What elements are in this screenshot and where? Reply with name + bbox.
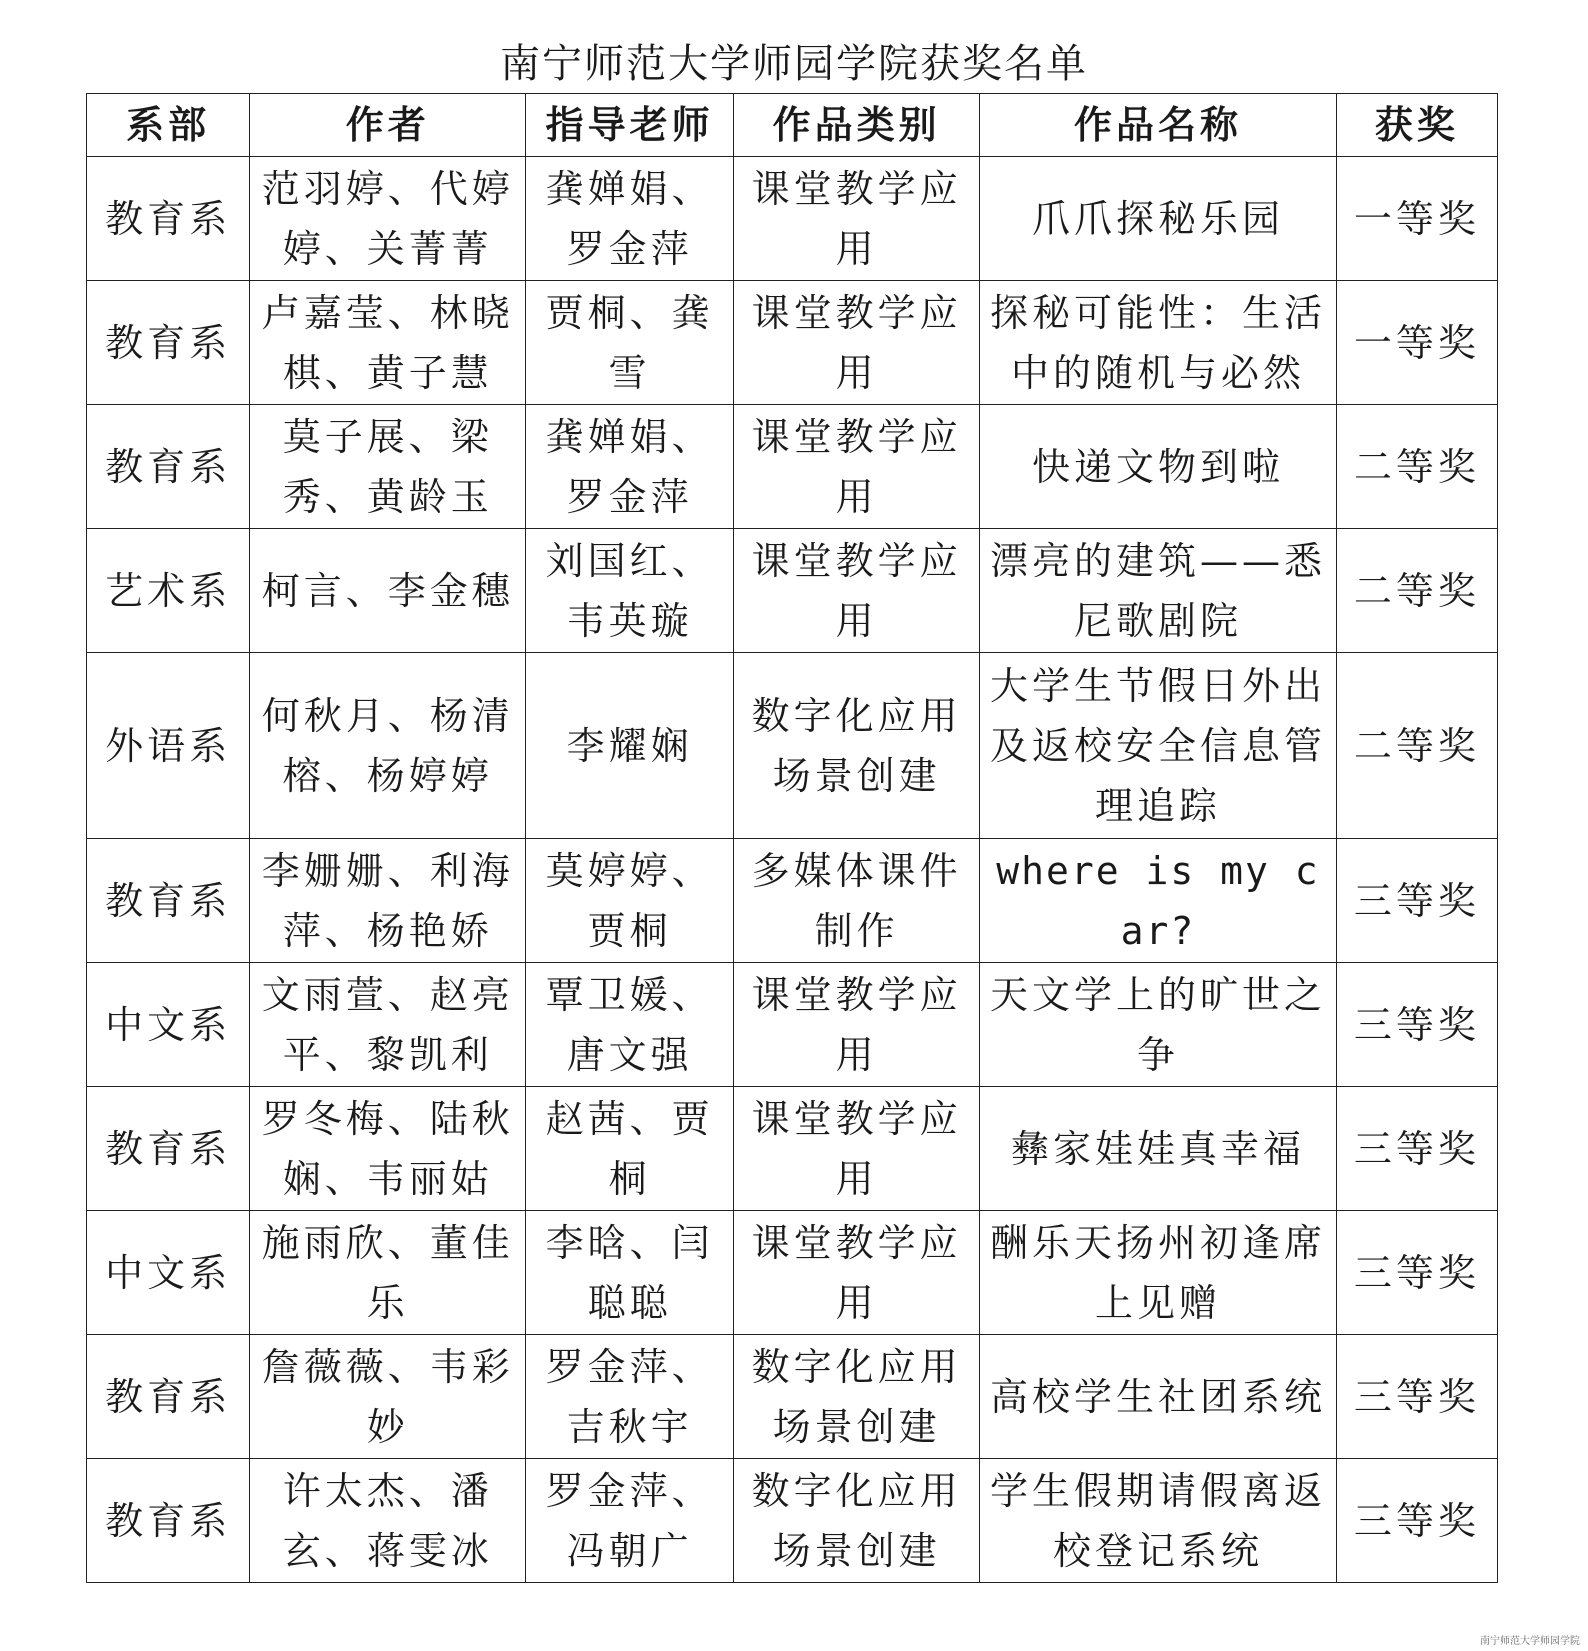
cell-category: 数字化应用场景创建 (734, 1459, 980, 1583)
cell-award: 二等奖 (1336, 405, 1497, 529)
cell-advisors: 罗金萍、冯朝广 (526, 1459, 734, 1583)
cell-authors: 范羽婷、代婷婷、关菁菁 (250, 157, 526, 281)
cell-advisors: 龚婵娟、罗金萍 (526, 157, 734, 281)
cell-category: 课堂教学应用 (734, 1211, 980, 1335)
cell-advisors: 贾桐、龚雪 (526, 281, 734, 405)
cell-dept: 艺术系 (87, 529, 250, 653)
cell-work: 高校学生社团系统 (980, 1335, 1336, 1459)
cell-dept: 教育系 (87, 839, 250, 963)
cell-advisors: 龚婵娟、罗金萍 (526, 405, 734, 529)
cell-authors: 许太杰、潘玄、蒋雯冰 (250, 1459, 526, 1583)
column-header-advisors: 指导老师 (526, 94, 734, 157)
cell-work: 探秘可能性：生活中的随机与必然 (980, 281, 1336, 405)
cell-work: 爪爪探秘乐园 (980, 157, 1336, 281)
cell-dept: 教育系 (87, 1459, 250, 1583)
cell-advisors: 刘国红、韦英璇 (526, 529, 734, 653)
table-row (87, 529, 1498, 653)
table-row (87, 1211, 1498, 1335)
cell-category: 课堂教学应用 (734, 963, 980, 1087)
cell-dept: 中文系 (87, 1211, 250, 1335)
cell-award: 三等奖 (1336, 1459, 1497, 1583)
cell-authors: 何秋月、杨清榕、杨婷婷 (250, 653, 526, 839)
cell-authors: 柯言、李金穗 (250, 529, 526, 653)
cell-category: 多媒体课件制作 (734, 839, 980, 963)
cell-advisors: 莫婷婷、贾桐 (526, 839, 734, 963)
cell-award: 三等奖 (1336, 1211, 1497, 1335)
cell-category: 数字化应用场景创建 (734, 1335, 980, 1459)
table-row (87, 405, 1498, 529)
table-row (87, 281, 1498, 405)
cell-award: 二等奖 (1336, 653, 1497, 839)
cell-award: 一等奖 (1336, 281, 1497, 405)
page-title: 南宁师范大学师园学院获奖名单 (500, 41, 1088, 87)
cell-advisors: 李耀娴 (526, 653, 734, 839)
watermark: 南宁师范大学师园学院 (1480, 1636, 1580, 1647)
cell-authors: 罗冬梅、陆秋娴、韦丽姑 (250, 1087, 526, 1211)
cell-dept: 教育系 (87, 281, 250, 405)
cell-dept: 教育系 (87, 1087, 250, 1211)
column-header-authors: 作者 (250, 94, 526, 157)
cell-work: 酬乐天扬州初逢席上见赠 (980, 1211, 1336, 1335)
cell-authors: 文雨萱、赵亮平、黎凯利 (250, 963, 526, 1087)
cell-award: 三等奖 (1336, 963, 1497, 1087)
table-header-row (87, 94, 1498, 157)
cell-award: 三等奖 (1336, 1335, 1497, 1459)
cell-category: 课堂教学应用 (734, 157, 980, 281)
cell-dept: 外语系 (87, 653, 250, 839)
awards-table (86, 93, 1498, 1583)
cell-award: 一等奖 (1336, 157, 1497, 281)
table-row (87, 1459, 1498, 1583)
column-header-category: 作品类别 (734, 94, 980, 157)
cell-work: 快递文物到啦 (980, 405, 1336, 529)
cell-advisors: 赵茜、贾桐 (526, 1087, 734, 1211)
cell-work: 大学生节假日外出及返校安全信息管理追踪 (980, 653, 1336, 839)
cell-award: 二等奖 (1336, 529, 1497, 653)
cell-category: 课堂教学应用 (734, 1087, 980, 1211)
cell-category: 课堂教学应用 (734, 405, 980, 529)
table-row (87, 653, 1498, 839)
cell-work: where is my car? (980, 839, 1336, 963)
cell-advisors: 李晗、闫聪聪 (526, 1211, 734, 1335)
cell-authors: 施雨欣、董佳乐 (250, 1211, 526, 1335)
cell-dept: 教育系 (87, 157, 250, 281)
cell-authors: 卢嘉莹、林晓棋、黄子慧 (250, 281, 526, 405)
cell-work: 天文学上的旷世之争 (980, 963, 1336, 1087)
cell-advisors: 覃卫媛、唐文强 (526, 963, 734, 1087)
cell-award: 三等奖 (1336, 1087, 1497, 1211)
cell-category: 课堂教学应用 (734, 281, 980, 405)
table-row (87, 1335, 1498, 1459)
cell-dept: 教育系 (87, 405, 250, 529)
column-header-award: 获奖 (1336, 94, 1497, 157)
table-row (87, 839, 1498, 963)
cell-work: 学生假期请假离返校登记系统 (980, 1459, 1336, 1583)
cell-authors: 李姗姗、利海萍、杨艳娇 (250, 839, 526, 963)
cell-award: 三等奖 (1336, 839, 1497, 963)
cell-work: 彝家娃娃真幸福 (980, 1087, 1336, 1211)
table-row (87, 1087, 1498, 1211)
table-row (87, 157, 1498, 281)
cell-dept: 中文系 (87, 963, 250, 1087)
cell-dept: 教育系 (87, 1335, 250, 1459)
cell-authors: 詹薇薇、韦彩妙 (250, 1335, 526, 1459)
column-header-work: 作品名称 (980, 94, 1336, 157)
column-header-dept: 系部 (87, 94, 250, 157)
cell-category: 课堂教学应用 (734, 529, 980, 653)
cell-work: 漂亮的建筑——悉尼歌剧院 (980, 529, 1336, 653)
cell-authors: 莫子展、梁秀、黄龄玉 (250, 405, 526, 529)
cell-advisors: 罗金萍、吉秋宇 (526, 1335, 734, 1459)
table-row (87, 963, 1498, 1087)
cell-category: 数字化应用场景创建 (734, 653, 980, 839)
